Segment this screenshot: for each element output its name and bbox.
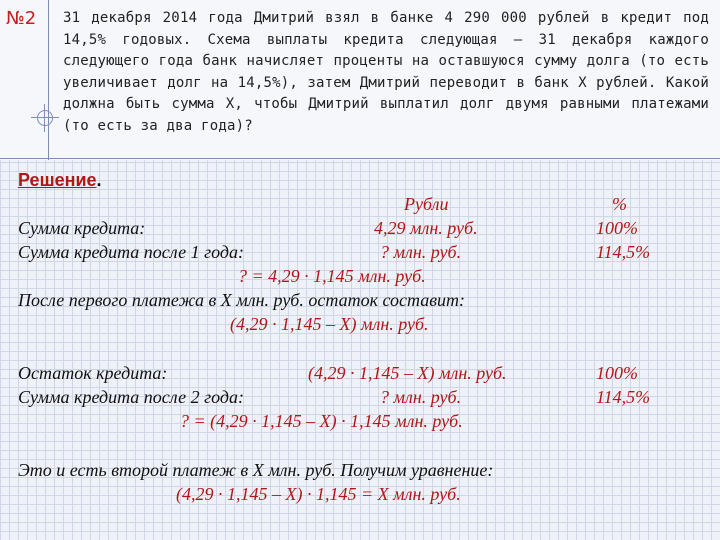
row1-value: 4,29 млн. руб. [374, 218, 478, 238]
row2-label: Сумма кредита после 1 года: [18, 242, 244, 262]
crosshair-icon [31, 104, 59, 132]
row1-label: Сумма кредита: [18, 218, 146, 238]
second-payment-text: Это и есть второй платеж в Х млн. руб. Получим уравнение: [18, 460, 494, 480]
row4-pct: 114,5% [596, 387, 651, 407]
row3-pct: 100% [596, 363, 638, 383]
column-pct-header: % [612, 194, 627, 214]
equation-2: ? = (4,29 · 1,145 – Х) · 1,145 млн. руб. [180, 411, 463, 431]
margin-line [48, 0, 49, 160]
row4-value: ? млн. руб. [380, 387, 462, 407]
row2-value: ? млн. руб. [380, 242, 462, 262]
row4-label: Сумма кредита после 2 года: [18, 387, 244, 407]
row1-pct: 100% [596, 218, 638, 238]
row3-label: Остаток кредита: [18, 363, 168, 383]
row3-value: (4,29 · 1,145 – Х) млн. руб. [308, 363, 507, 383]
problem-text: 31 декабря 2014 года Дмитрий взял в банке 4 290 000 рублей в кредит под 14,5% годовых. Схема выплаты кредита следующая – 31 декабря каждого следующего года банк начисляет проценты на оставшуюся сумму долга (то есть увеличивает долг на 14,5%), затем Дмитрий переводит в банк Х рублей. Какой должна быть сумма Х, чтобы Дмитрий выплатил долг двумя равными платежами (то есть за два года)? [63, 10, 709, 134]
header-divider [0, 158, 720, 159]
equation-1: ? = 4,29 · 1,145 млн. руб. [238, 266, 426, 286]
problem-number: №2 [6, 8, 37, 29]
solution-heading: Решение. [18, 170, 102, 190]
column-rub-header: Рубли [404, 194, 449, 214]
remainder-expression: (4,29 · 1,145 – Х) млн. руб. [230, 314, 429, 334]
final-equation: (4,29 · 1,145 – Х) · 1,145 = Х млн. руб. [176, 484, 461, 504]
after-first-payment-text: После первого платежа в Х млн. руб. остаток составит: [18, 290, 466, 310]
row2-pct: 114,5% [596, 242, 651, 262]
solution-heading-label: Решение [18, 170, 97, 190]
